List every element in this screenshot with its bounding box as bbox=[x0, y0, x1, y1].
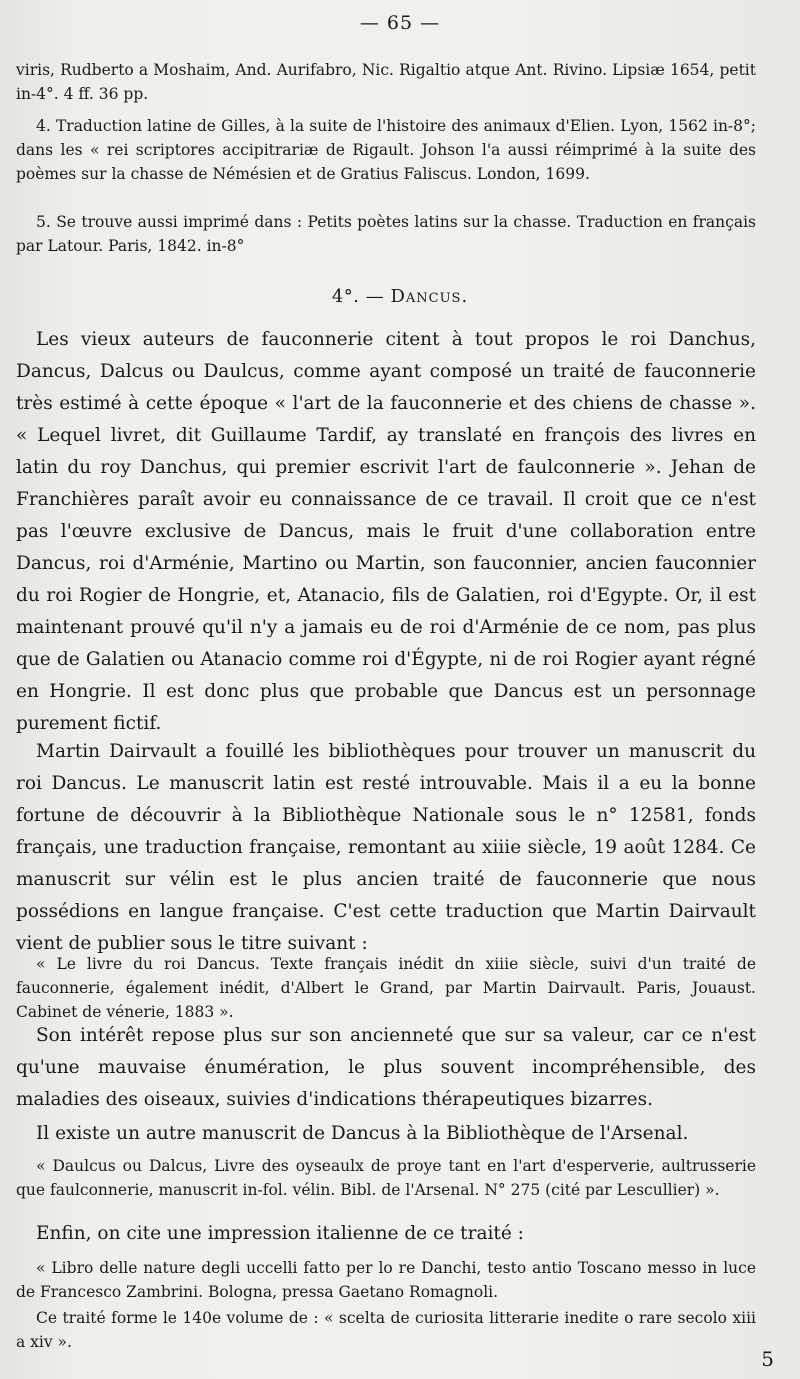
paragraph-interet: Son intérêt repose plus sur son ancienneté que sur sa valeur, car ce n'est qu'une mauvaise énumération, le plus souvent incompréhensible, des maladies des oiseaux, suivies d'indications thérapeutiques bizarres. bbox=[16, 1025, 756, 1110]
paragraph-impression: Enfin, on cite une impression italienne de ce traité : bbox=[36, 1223, 524, 1244]
paragraph-dairvault: Martin Dairvault a fouillé les bibliothèques pour trouver un manuscrit du roi Dancus. Le manuscrit latin est resté introuvable. Mais il a eu la bonne fortune de découvrir à la Bibliothèque Nationale sous le n° 12581, fonds français, une traduction française, remontant au xiiie siècle, 19 août 1284. Ce manuscrit sur vélin est le plus ancien traité de fauconnerie que nous possédions en langue française. C'est cette traduction que Martin Dairvault vient de publier sous le titre suivant : bbox=[16, 741, 756, 954]
quote-livre-du-roi: « Le livre du roi Dancus. Texte français inédit dn xiiie siècle, suivi d'un traité de fauconnerie, également inédit, d'Albert le Grand, par Martin Dairvault. Paris, Jouaust. Cabinet de vénerie, 1883 ». bbox=[16, 955, 756, 1021]
footnote-continuation: viris, Rudberto a Moshaim, And. Aurifabro, Nic. Rigaltio atque Ant. Rivino. Lipsiæ 1654, petit in-4°. 4 ff. 36 pp. bbox=[16, 61, 756, 103]
section-title: Dancus. bbox=[390, 286, 469, 307]
footnote-4: 4. Traduction latine de Gilles, à la suite de l'histoire des animaux d'Elien. Lyon, 1562 in-8°; dans les « rei scriptores accipitrariæ de Rigault. Johson l'a aussi réimprimé à la suite des poèmes sur la chasse de Némésien et de Gratius Faliscus. London, 1699. bbox=[16, 117, 756, 183]
paragraph-arsenal: Il existe un autre manuscrit de Dancus à la Bibliothèque de l'Arsenal. bbox=[36, 1123, 689, 1144]
signature-mark: 5 bbox=[761, 1347, 774, 1371]
section-heading bbox=[0, 286, 800, 307]
quote-scelta: Ce traité forme le 140e volume de : « scelta de curiosita litterarie inedite o rare secolo xiii a xiv ». bbox=[16, 1309, 756, 1351]
footnote-5: 5. Se trouve aussi imprimé dans : Petits poètes latins sur la chasse. Traduction en français par Latour. Paris, 1842. in-8° bbox=[16, 213, 756, 255]
paragraph-intro: Les vieux auteurs de fauconnerie citent à tout propos le roi Danchus, Dancus, Dalcus ou Daulcus, comme ayant composé un traité de fauconnerie très estimé à cette époque « l'art de la fauconnerie et des chiens de chasse ». « Lequel livret, dit Guillaume Tardif, ay translaté en françois des livres en latin du roy Danchus, qui premier escrivit l'art de faulconnerie ». Jehan de Franchières paraît avoir eu connaissance de ce travail. Il croit que ce n'est pas l'œuvre exclusive de Dancus, mais le fruit d'une collaboration entre Dancus, roi d'Arménie, Martino ou Martin, son fauconnier, ancien fauconnier du roi Rogier de Hongrie, et, Atanacio, fils de Galatien, roi d'Egypte. Or, il est maintenant prouvé qu'il n'y a jamais eu de roi d'Arménie de ce nom, pas plus que de Galatien ou Atanacio comme roi d'Égypte, ni de roi Rogier ayant régné en Hongrie. Il est donc plus que probable que Dancus est un personnage purement fictif. bbox=[16, 329, 756, 734]
section-number: 4°. — bbox=[331, 286, 385, 307]
quote-libro: « Libro delle nature degli uccelli fatto per lo re Danchi, testo antio Toscano messo in luce de Francesco Zambrini. Bologna, pressa Gaetano Romagnoli. bbox=[16, 1259, 756, 1301]
page-number-header: — 65 — bbox=[359, 12, 441, 34]
quote-daulcus: « Daulcus ou Dalcus, Livre des oyseaulx de proye tant en l'art d'esperverie, aultrusserie que faulconnerie, manuscrit in-fol. vélin. Bibl. de l'Arsenal. N° 275 (cité par Lescullier) ». bbox=[16, 1157, 756, 1199]
